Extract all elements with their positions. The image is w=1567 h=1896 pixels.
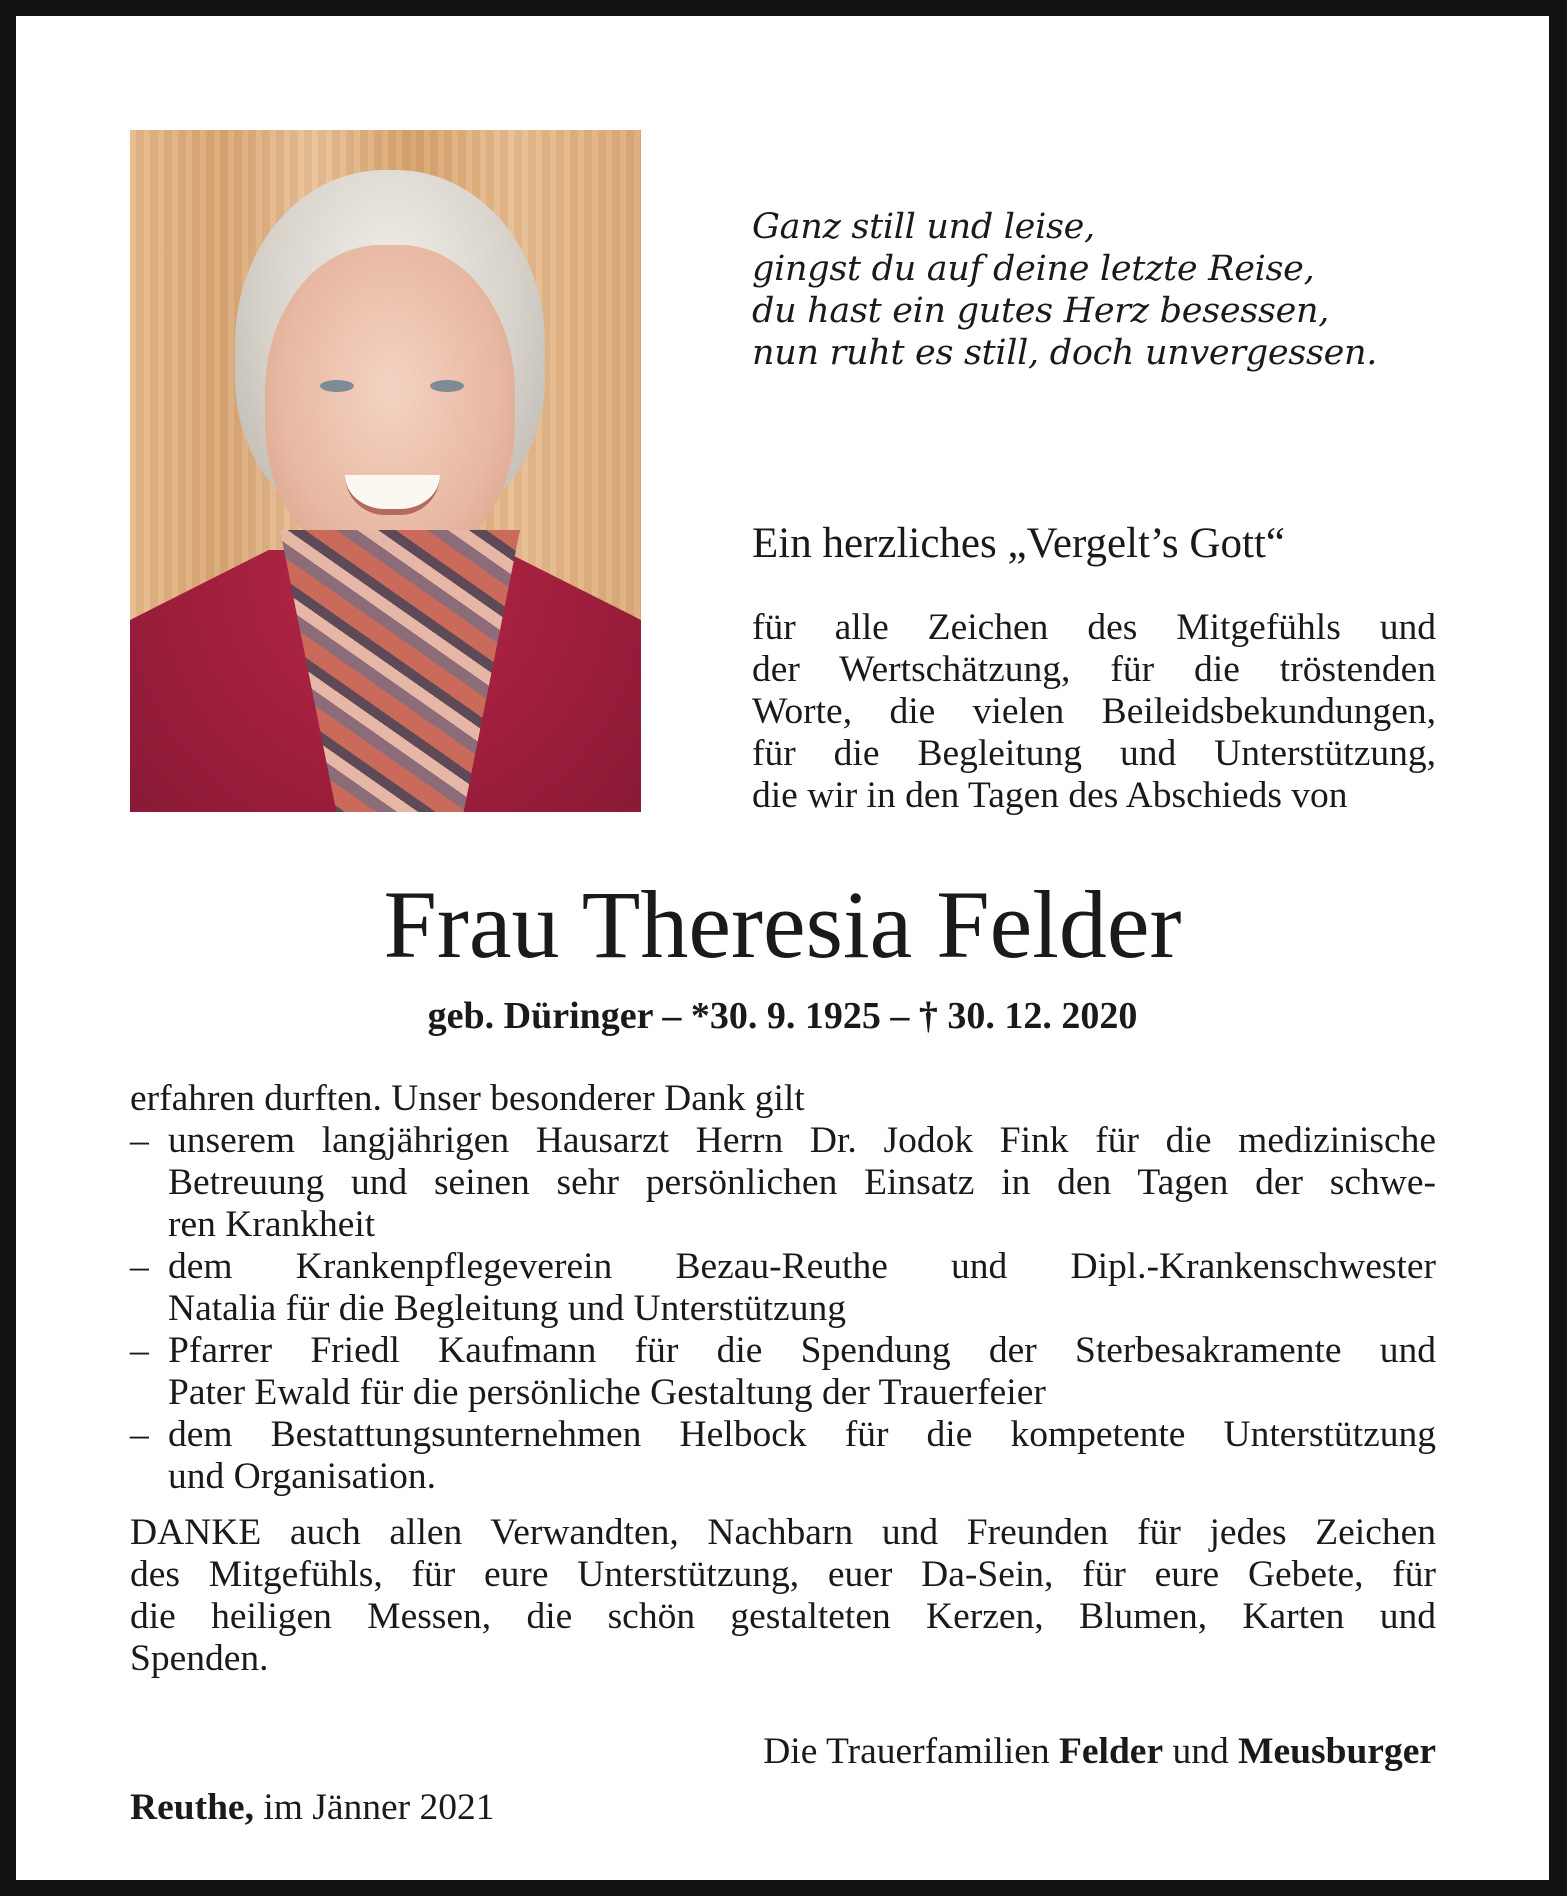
poem-line: Ganz still und leise, [752,207,1095,247]
paragraph-line: des Mitgefühls, für eure Unterstützung, euer Da-Sein, für eure Gebete, für [130,1554,1436,1595]
list-item [130,1120,1436,1246]
paragraph-line: DANKE auch allen Verwandten, Nachbarn und Freunden für jedes Zeichen [130,1512,1436,1553]
dash-marker: – [130,1246,149,1287]
body-lead: erfahren durften. Unser besonderer Dank gilt [130,1078,805,1119]
intro-line: der Wertschätzung, für die tröstenden [752,649,1436,690]
dash-marker: – [130,1414,149,1455]
list-item-line: Natalia für die Begleitung und Unterstützung [168,1288,846,1329]
list-item-line: dem Krankenpflegeverein Bezau-Reuthe und Dipl.-Krankenschwester [168,1246,1436,1287]
signature-prefix: Die Trauerfamilien [763,1731,1050,1772]
thanks-heading: Ein herzliches „Vergelt’s Gott“ [752,520,1285,567]
place-date-text: im Jänner 2021 [263,1787,495,1828]
intro-line: Worte, die vielen Beileidsbekundungen, [752,691,1436,732]
list-item-line: unserem langjährigen Hausarzt Herrn Dr. Jodok Fink für die medizinische [168,1120,1436,1161]
deceased-name: Frau Theresia Felder [383,871,1182,978]
list-item-line: Pfarrer Friedl Kaufmann für die Spendung der Sterbesakramente und [168,1330,1436,1371]
dash-marker: – [130,1120,149,1161]
family-name-meusburger: Meusburger [1238,1731,1436,1772]
dash-marker: – [130,1330,149,1371]
list-item [130,1414,1436,1498]
list-item-line: Pater Ewald für die persönliche Gestaltung der Trauerfeier [168,1372,1046,1413]
thanks-list [130,1120,1436,1498]
paragraph-line: Spenden. [130,1638,269,1679]
place-date [130,1786,830,1830]
list-item [130,1246,1436,1330]
intro-line: für die Begleitung und Unterstützung, [752,733,1436,774]
list-item [130,1330,1436,1414]
list-item-line: dem Bestattungsunternehmen Helbock für die kompetente Unterstützung [168,1414,1436,1455]
list-item-line: ren Krankheit [168,1204,376,1245]
portrait-photo-icon [130,130,641,812]
poem-line: du hast ein gutes Herz besessen, [752,291,1330,331]
deceased-dates: geb. Düringer – *30. 9. 1925 – † 30. 12. 2020 [427,995,1138,1037]
place-town: Reuthe, [130,1787,254,1828]
paragraph-line: die heiligen Messen, die schön gestalteten Kerzen, Blumen, Karten und [130,1596,1436,1637]
intro-paragraph [752,607,1436,817]
list-item-line: und Organisation. [168,1456,437,1497]
signature [600,1730,1436,1774]
thanks-all-paragraph [130,1512,1436,1680]
poem-line: nun ruht es still, doch unvergessen. [752,333,1378,373]
signature-connector: und [1172,1731,1229,1772]
family-name-felder: Felder [1058,1731,1164,1772]
intro-line: die wir in den Tagen des Abschieds von [752,775,1348,816]
left-eye-shape [320,380,354,392]
poem [752,206,1472,374]
right-eye-shape [430,380,464,392]
poem-line: gingst du auf deine letzte Reise, [752,249,1315,289]
list-item-line: Betreuung und seinen sehr persönlichen Einsatz in den Tagen der schwe- [168,1162,1436,1203]
intro-line: für alle Zeichen des Mitgefühls und [752,607,1436,648]
face-shape [265,245,515,565]
thanks-body [130,1078,1436,1680]
